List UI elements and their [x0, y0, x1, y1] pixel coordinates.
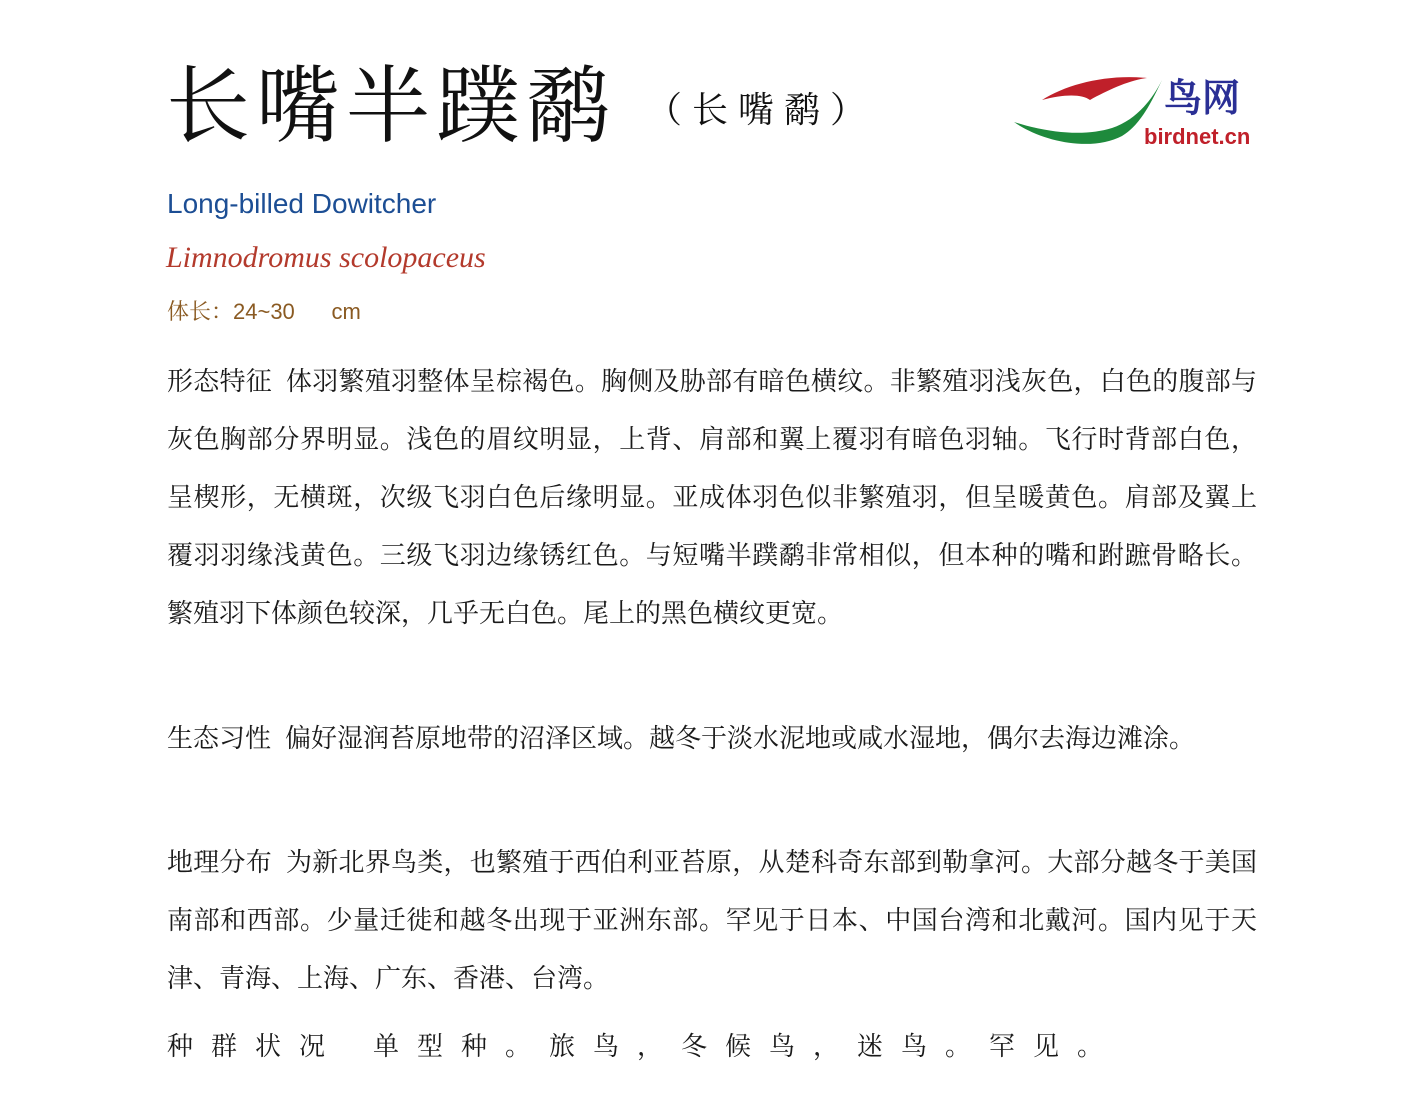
population-section — [167, 1018, 1257, 1076]
ecology-text: 偏好湿润苔原地带的沼泽区域。越冬于淡水泥地或咸水湿地，偶尔去海边滩涂。 — [285, 724, 1196, 754]
species-alt-name: （长嘴鹬） — [646, 90, 877, 131]
population-text: 单型种。旅鸟，冬候鸟，迷鸟。罕见。 — [373, 1032, 1122, 1062]
logo-cn-text: 鸟网 — [1164, 75, 1241, 120]
population-label: 种群状况 — [167, 1032, 344, 1062]
morphology-text: 体羽繁殖羽整体呈棕褐色。胸侧及胁部有暗色横纹。非繁殖羽浅灰色，白色的腹部与灰色胸部分界明显。浅色的眉纹明显，上背、肩部和翼上覆羽有暗色羽轴。飞行时背部白色，呈楔形，无横斑，次级飞羽白色后缘明显。亚成体羽色似非繁殖羽，但呈暖黄色。肩部及翼上覆羽羽缘浅黄色。三级飞羽边缘锈红色。与短嘴半蹼鹬非常相似，但本种的嘴和跗蹠骨略长。繁殖羽下体颜色较深，几乎无白色。尾上的黑色横纹更宽。 — [167, 367, 1257, 629]
species-title: 长嘴半蹼鹬 — [166, 57, 617, 155]
distribution-label: 地理分布 — [167, 848, 272, 878]
distribution-section — [167, 834, 1257, 1008]
title-row — [166, 58, 876, 154]
english-name: Long-billed Dowitcher — [167, 188, 437, 219]
ecology-section — [167, 710, 1257, 768]
morphology-label: 形态特征 — [167, 367, 272, 397]
birdnet-logo[interactable] — [1012, 70, 1252, 160]
ecology-label: 生态习性 — [167, 724, 272, 754]
logo-en-text: birdnet.cn — [1144, 124, 1251, 149]
body-length: 体长：24~30 cm — [167, 299, 361, 324]
morphology-section — [167, 353, 1257, 643]
scientific-name: Limnodromus scolopaceus — [166, 241, 486, 274]
distribution-text: 为新北界鸟类，也繁殖于西伯利亚苔原，从楚科奇东部到勒拿河。大部分越冬于美国南部和西部。少量迁徙和越冬出现于亚洲东部。罕见于日本、中国台湾和北戴河。国内见于天津、青海、上海、广东、香港、台湾。 — [167, 848, 1257, 994]
